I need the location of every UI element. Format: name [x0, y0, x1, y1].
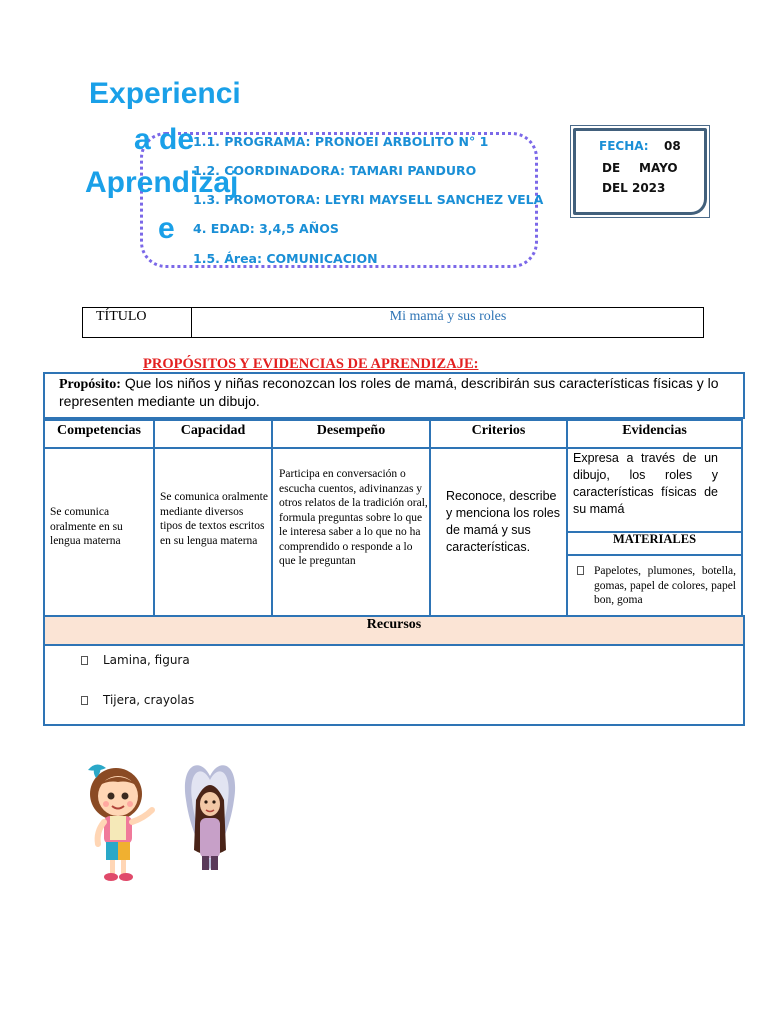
bullet-icon: [577, 566, 584, 575]
capacidad-text: Se comunica oralmente mediante diversos tipos de textos escritos en su lengua materna: [160, 491, 268, 547]
evidencias-text: Expresa a través de un dibujo, los roles y características físicas de su mamá: [573, 451, 718, 516]
competencia-text: Se comunica oralmente en su lengua materna: [50, 506, 123, 547]
desempeno-text: Participa en conversación o escucha cuentos, adivinanzas y otros relatos de la tradición oral, formula preguntas sobre lo que le interesa saber a lo que no ha comprendido o responde a lo que le preguntan: [279, 468, 428, 567]
date-label: FECHA:: [599, 139, 649, 153]
recurso-item: Lamina, figura: [103, 653, 190, 667]
girl-illustration: [80, 756, 160, 886]
page-title-line-2: a de: [134, 123, 195, 156]
recursos-label: Recursos: [366, 617, 422, 632]
page-title-line-1: Experienci: [89, 77, 241, 110]
date-month: MAYO: [639, 161, 678, 175]
bullet-icon: [81, 696, 88, 705]
purpose-text: [59, 375, 739, 410]
page-title-line-4: e: [158, 212, 175, 245]
titulo-label: TÍTULO: [96, 309, 147, 324]
info-promotora: 1.3. PROMOTORA: LEYRI MAYSELL SANCHEZ VELA: [193, 192, 544, 207]
header-evidencias: Evidencias: [566, 419, 743, 449]
info-programa: 1.1. PROGRAMA: PRONOEI ARBOLITO N° 1: [193, 134, 489, 149]
date-de: DE: [602, 161, 621, 175]
criterios-text: Reconoce, describe y menciona los roles de mamá y sus características.: [446, 489, 560, 554]
purpose-body: Que los niños y niñas reconozcan los roles de mamá, describirán sus características físicas y lo representen mediante un dibujo.: [59, 375, 719, 409]
mom-illustration: [180, 760, 240, 882]
header-capacidad: Capacidad: [153, 419, 273, 449]
materiales-text: Papelotes, plumones, botella, gomas, papel de colores, papel bon, goma: [594, 565, 736, 606]
page-title-line-3: Aprendizaj: [85, 166, 239, 199]
date-day: 08: [664, 139, 681, 153]
header-desempeno: Desempeño: [271, 419, 431, 449]
recurso-item: Tijera, crayolas: [103, 693, 195, 707]
info-edad: 4. EDAD: 3,4,5 AÑOS: [193, 221, 339, 236]
purpose-label: Propósito:: [59, 377, 121, 392]
header-criterios: Criterios: [429, 419, 568, 449]
section-heading: PROPÓSITOS Y EVIDENCIAS DE APRENDIZAJE:: [143, 356, 479, 372]
date-year: DEL 2023: [602, 181, 666, 195]
materiales-label: MATERIALES: [612, 532, 697, 546]
bullet-icon: [81, 656, 88, 665]
info-area: 1.5. Área: COMUNICACION: [193, 251, 378, 266]
header-competencias: Competencias: [43, 419, 155, 449]
titulo-value: Mi mamá y sus roles: [389, 309, 507, 324]
info-coordinadora: 1.2. COORDINADORA: TAMARI PANDURO: [193, 163, 477, 178]
